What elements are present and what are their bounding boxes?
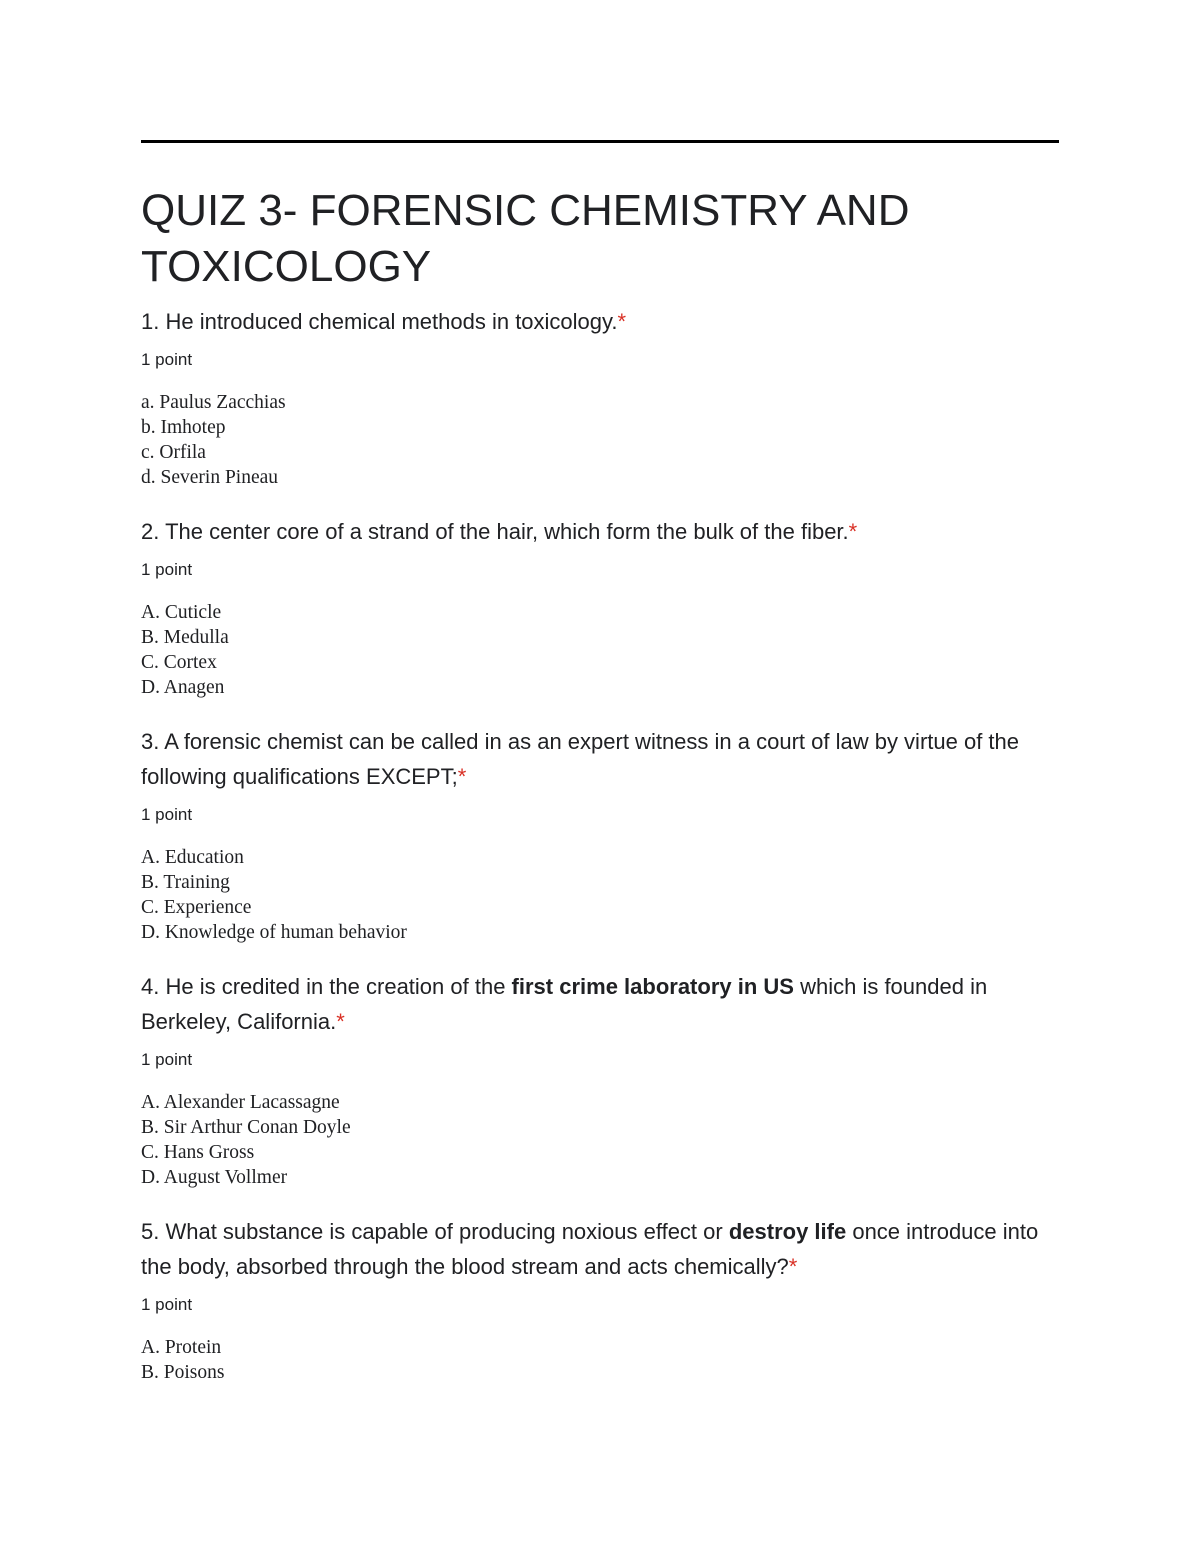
points-label: 1 point	[141, 560, 193, 579]
question-text: 2. The center core of a strand of the hair, which form the bulk of the fiber.*	[141, 519, 858, 544]
options-list	[141, 390, 1061, 490]
option: D. Knowledge of human behavior	[141, 922, 407, 943]
points-label: 1 point	[141, 805, 193, 824]
points-label: 1 point	[141, 1050, 193, 1069]
option: A. Cuticle	[141, 602, 222, 623]
option: D. August Vollmer	[141, 1167, 288, 1188]
option: A. Alexander Lacassagne	[141, 1092, 340, 1113]
option: A. Education	[141, 847, 244, 868]
option: B. Poisons	[141, 1362, 225, 1383]
option: C. Hans Gross	[141, 1142, 255, 1163]
options-list	[141, 600, 1061, 700]
required-asterisk: *	[457, 764, 467, 789]
header-rule	[141, 140, 1059, 143]
options-list	[141, 1090, 1061, 1190]
required-asterisk: *	[336, 1009, 345, 1034]
emphasis-text: first crime laboratory in US	[511, 974, 794, 999]
option: A. Protein	[141, 1337, 222, 1358]
option: a. Paulus Zacchias	[141, 392, 286, 413]
question-text: 3. A forensic chemist can be called in as an expert witness in a court of law by virtue of the following qualifications EXCEPT;*	[141, 729, 1020, 789]
question-3	[141, 724, 1061, 945]
required-asterisk: *	[788, 1254, 798, 1279]
question-text: 4. He is credited in the creation of the first crime laboratory in US which is founded in Berkeley, California.*	[141, 974, 988, 1034]
required-asterisk: *	[617, 309, 627, 334]
option: c. Orfila	[141, 442, 206, 463]
question-text: 1. He introduced chemical methods in toxicology.*	[141, 309, 627, 334]
option: C. Cortex	[141, 652, 217, 673]
emphasis-text: destroy life	[728, 1219, 847, 1244]
options-list	[141, 845, 1061, 945]
question-1	[141, 304, 1061, 490]
option: B. Training	[141, 872, 230, 893]
option: b. Imhotep	[141, 417, 226, 438]
option: B. Sir Arthur Conan Doyle	[141, 1117, 351, 1138]
question-5	[141, 1214, 1061, 1385]
question-2	[141, 514, 1061, 700]
option: d. Severin Pineau	[141, 467, 279, 488]
option: D. Anagen	[141, 677, 225, 698]
option: C. Experience	[141, 897, 252, 918]
required-asterisk: *	[848, 519, 858, 544]
page-title: QUIZ 3- FORENSIC CHEMISTRY AND TOXICOLOGY	[141, 186, 910, 291]
options-list	[141, 1335, 1061, 1385]
question-4	[141, 969, 1061, 1190]
points-label: 1 point	[141, 1295, 193, 1314]
question-text: 5. What substance is capable of producing noxious effect or destroy life once introduce into the body, absorbed through the blood stream and acts chemically?*	[141, 1219, 1039, 1279]
points-label: 1 point	[141, 350, 193, 369]
option: B. Medulla	[141, 627, 229, 648]
